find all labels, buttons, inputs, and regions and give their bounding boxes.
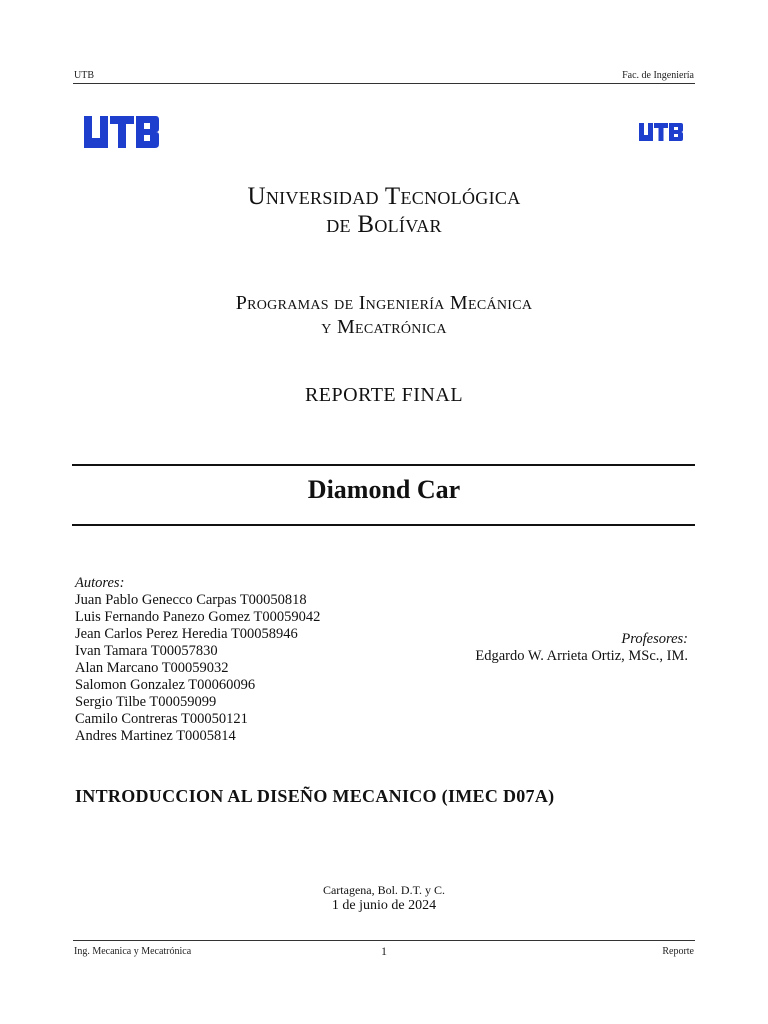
programs-line1: Programas de Ingeniería Mecánica <box>235 292 533 314</box>
author-name: Sergio Tilbe T00059099 <box>75 694 217 710</box>
author-name: Juan Pablo Genecco Carpas T00050818 <box>75 592 307 608</box>
author-name: Alan Marcano T00059032 <box>75 660 229 676</box>
professor-name: Edgardo W. Arrieta Ortiz, MSc., IM. <box>475 648 688 664</box>
university-name-line1: Universidad Tecnológica <box>247 183 521 210</box>
author-name: Jean Carlos Perez Heredia T00058946 <box>75 626 298 642</box>
footer-left-text: Ing. Mecanica y Mecatrónica <box>74 946 192 957</box>
course-title: INTRODUCCION AL DISEÑO MECANICO (IMEC D07A) <box>75 786 555 806</box>
authors-label: Autores: <box>75 575 125 591</box>
utb-logo-left <box>84 116 159 148</box>
author-name: Andres Martinez T0005814 <box>75 728 236 744</box>
author-name: Luis Fernando Panezo Gomez T00059042 <box>75 609 321 625</box>
programs-line2: y Mecatrónica <box>321 316 447 338</box>
header-right-text: Fac. de Ingeniería <box>622 70 694 81</box>
author-name: Ivan Tamara T00057830 <box>75 643 218 659</box>
author-name: Camilo Contreras T00050121 <box>75 711 248 727</box>
project-title: Diamond Car <box>307 475 461 504</box>
utb-logo-left-mark <box>84 116 159 148</box>
title-rule-bottom <box>72 524 695 526</box>
header-rule <box>73 83 695 84</box>
header-left-text: UTB <box>74 70 94 81</box>
authors-block <box>75 575 320 745</box>
utb-logo-right <box>639 123 683 141</box>
author-name: Salomon Gonzalez T00060096 <box>75 677 256 693</box>
footer-right-text: Reporte <box>662 946 694 957</box>
page-number: 1 <box>381 944 387 958</box>
footer-rule <box>73 940 695 941</box>
title-rule-top <box>72 464 695 466</box>
date-text: 1 de junio de 2024 <box>331 898 437 913</box>
professors-label: Profesores: <box>621 631 688 647</box>
report-label: REPORTE FINAL <box>304 384 464 406</box>
university-name-line2: de Bolívar <box>326 211 442 238</box>
utb-logo-right-mark <box>639 123 683 141</box>
place-text: Cartagena, Bol. D.T. y C. <box>322 883 446 897</box>
professors-block <box>475 631 688 665</box>
